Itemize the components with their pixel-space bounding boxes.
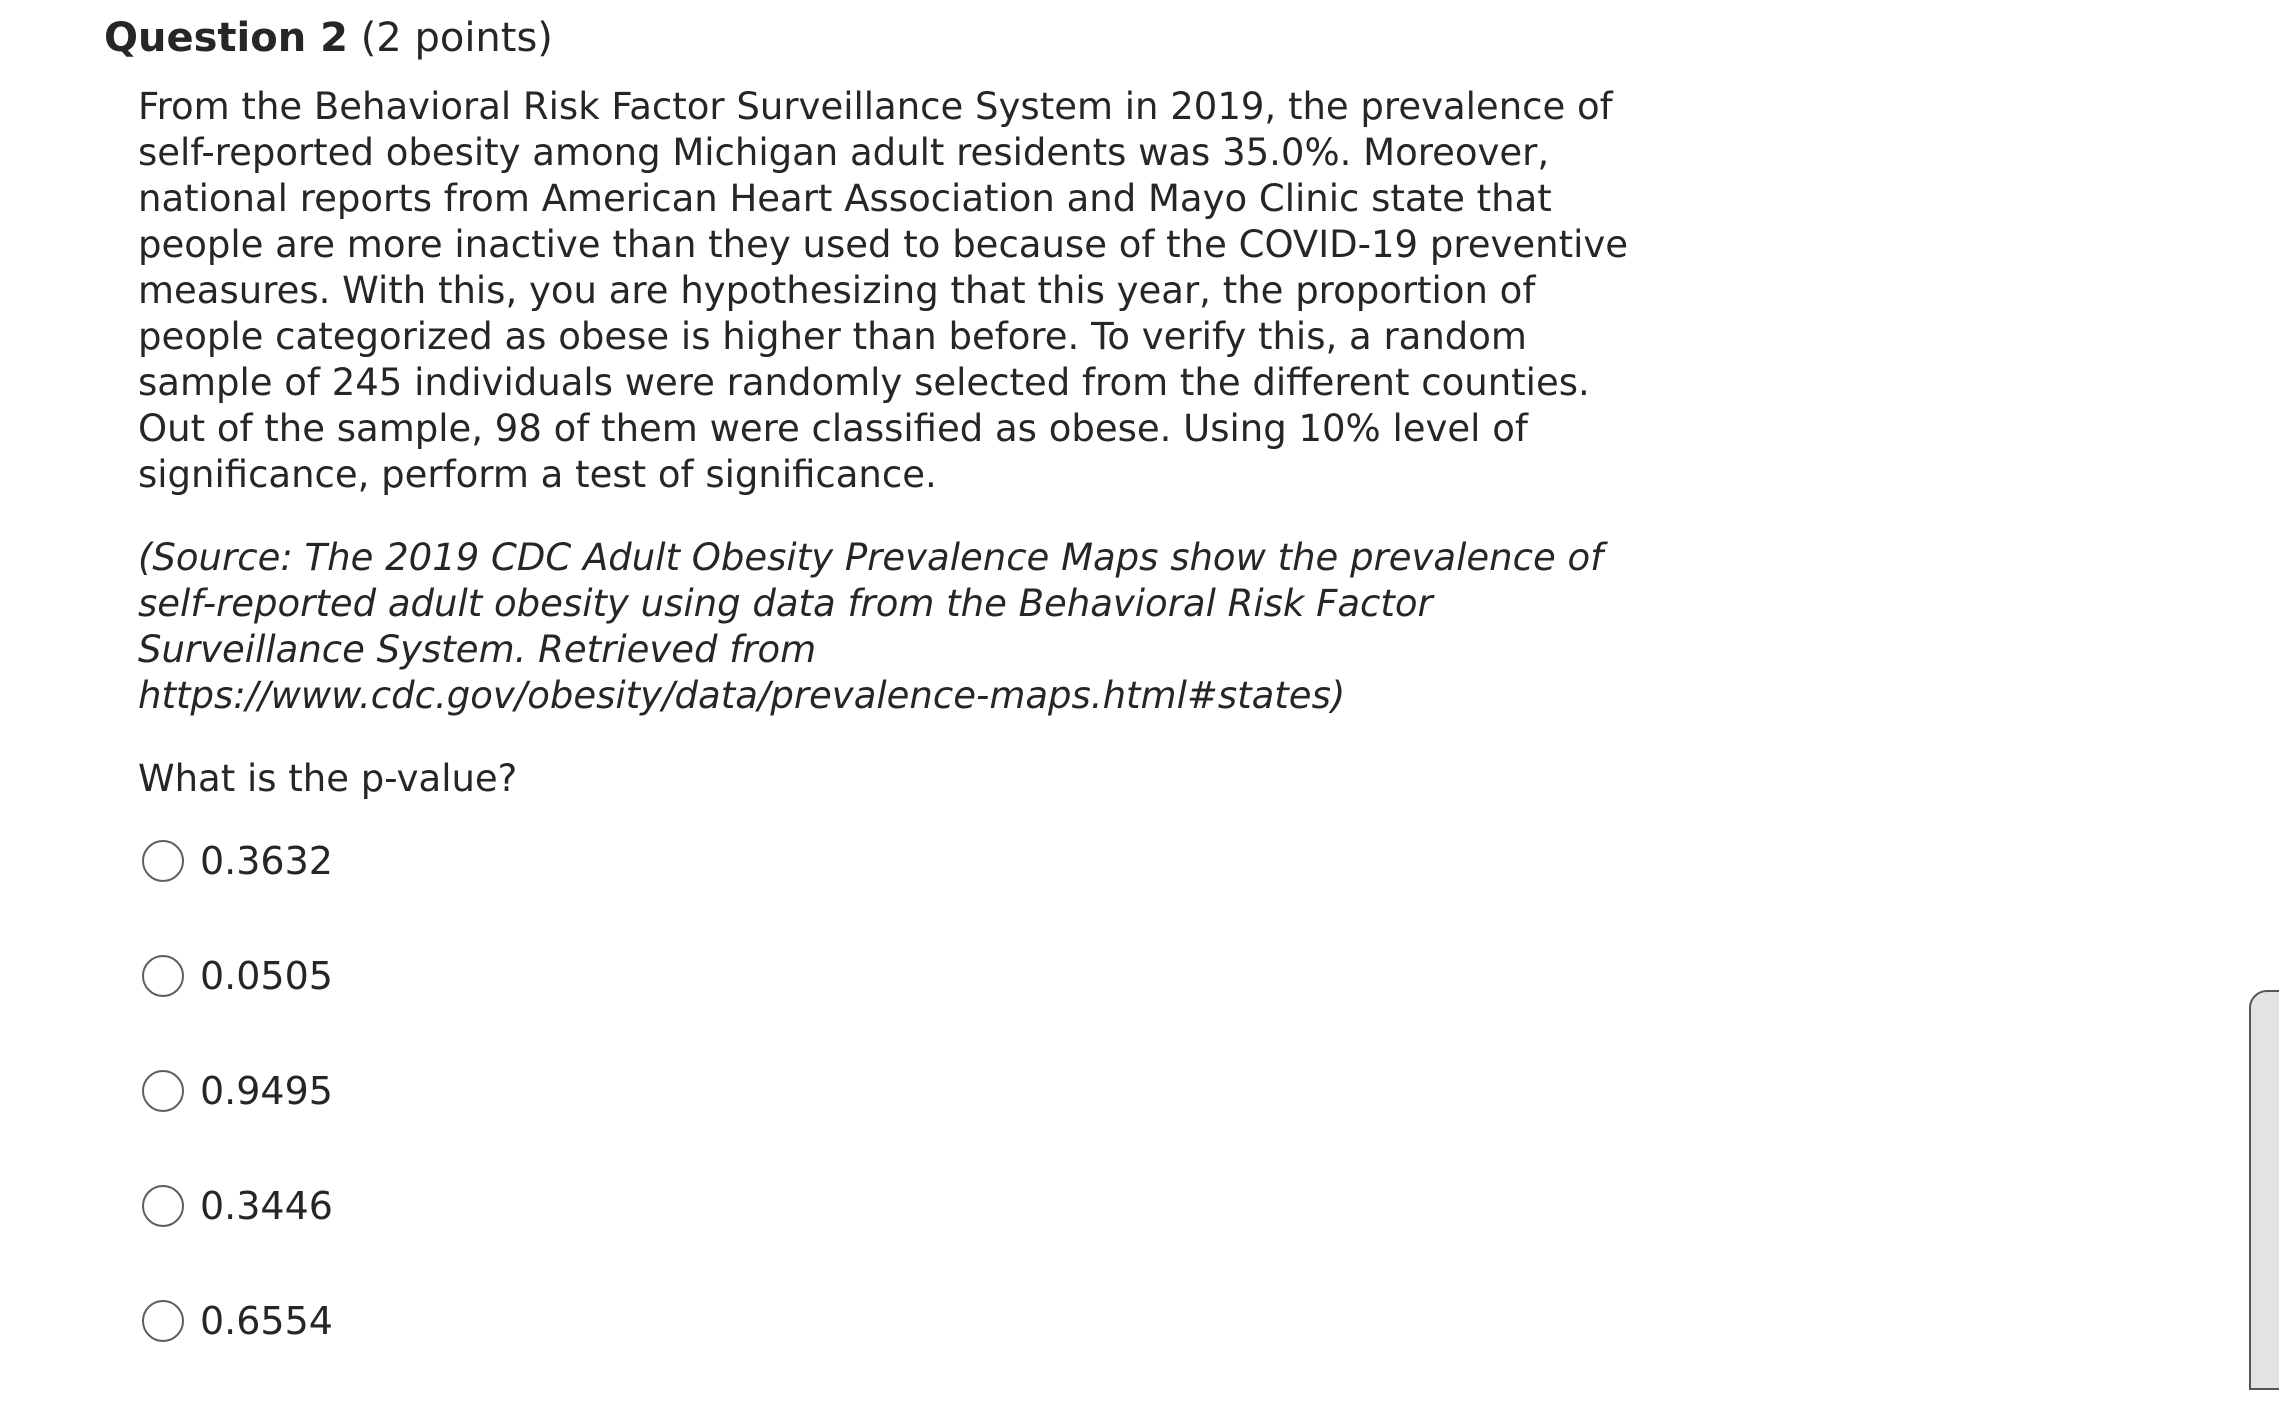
radio-button[interactable]: [142, 1185, 184, 1227]
question-points: (2 points): [360, 15, 553, 61]
answer-option-5[interactable]: [142, 1294, 333, 1348]
question-header: [104, 10, 553, 66]
question-body: [138, 84, 1638, 802]
question-source: (Source: The 2019 CDC Adult Obesity Prevalence Maps show the prevalence of self-reported adult obesity using data from the Behavioral Risk Factor Surveillance System. Retrieved from https://www.cdc.gov/obesity/data/prevalence-maps.html#states): [138, 536, 1604, 717]
question-title: Question 2: [104, 15, 348, 61]
radio-button[interactable]: [142, 1070, 184, 1112]
answer-option-4[interactable]: [142, 1179, 333, 1233]
answer-option-3[interactable]: [142, 1064, 333, 1118]
answer-option-label: 0.6554: [200, 1299, 333, 1343]
answer-option-label: 0.3446: [200, 1184, 333, 1228]
side-panel-tab[interactable]: [2249, 990, 2279, 1390]
answer-option-1[interactable]: [142, 834, 333, 888]
answer-option-label: 0.0505: [200, 954, 333, 998]
answer-option-label: 0.9495: [200, 1069, 333, 1113]
question-prompt: What is the p-value?: [138, 757, 518, 800]
radio-button[interactable]: [142, 840, 184, 882]
answer-option-2[interactable]: [142, 949, 333, 1003]
answer-options: [142, 834, 333, 1409]
question-text: From the Behavioral Risk Factor Surveillance System in 2019, the prevalence of self-reported obesity among Michigan adult residents was 35.0%. Moreover, national reports from American Heart Association and Mayo Clinic state that people are more inactive than they used to because of the COVID-19 preventive measures. With this, you are hypothesizing that this year, the proportion of people categorized as obese is higher than before. To verify this, a random sample of 245 individuals were randomly selected from the different counties. Out of the sample, 98 of them were classified as obese. Using 10% level of significance, perform a test of significance.: [138, 85, 1629, 496]
answer-option-label: 0.3632: [200, 839, 333, 883]
radio-button[interactable]: [142, 955, 184, 997]
radio-button[interactable]: [142, 1300, 184, 1342]
